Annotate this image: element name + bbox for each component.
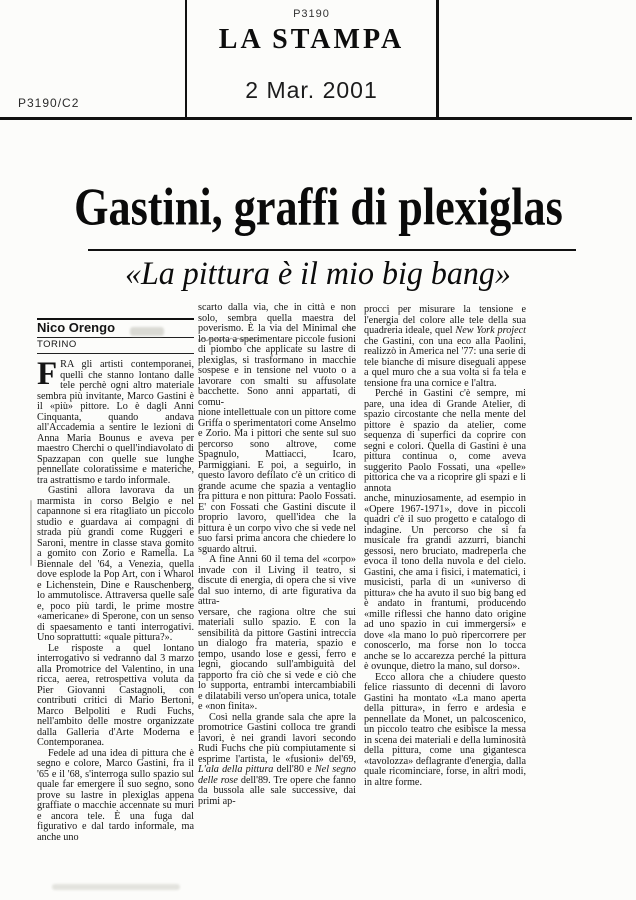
header-rule [0, 117, 632, 120]
masthead: LA STAMPA [218, 24, 405, 55]
paragraph-text: Così nella grande sala che apre la promotrice Gastini colloca tre grandi lavori, è nei grandi lavori secondo Rudi Fuchs che più compiutamente si esprime l'artista, le «fusioni» del'69, [198, 711, 356, 765]
column-1 [37, 318, 194, 843]
paragraph-text: mentare piccole fusioni di piombo che applicate su lastre di plexiglas, si trasformano in macchie sospese e in tensione nel vuoto o a lavorare con smalti su affusolate bacchette. Sono anni appartati, di comu- [198, 333, 356, 408]
byline-city: TORINO [37, 338, 77, 350]
paragraph-text: dell'80 e [273, 764, 315, 775]
issue-date: 2 Mar. 2001 [245, 77, 378, 103]
header-center [186, 0, 437, 104]
scan-smudge [52, 884, 180, 890]
paragraph-lead-text: RA gli artisti contemporanei, quelli che stanno lontano dalle tele perchè ogni altro materiale sembra più invitante, Marco Gastini è il «più» pittore. Lo è dagli Anni Cinquanta, quando andava all'Accademia a sentire le lezioni di Anna Maria Bounus e aveva per maestro Cherchi o quell'indiavolato di Spazzapan con quelle sue lunghe pennellate coloratissime e materiche, tra astrattismo e tardo informale. [37, 359, 194, 486]
paragraph-text: procci per misurare la tensione e l'energia del colore alle tele della sua quadreria ideale, quel [364, 304, 526, 336]
paragraph [198, 303, 356, 408]
paragraph: versare, che ragiona oltre che sui materiali sullo spazio. E con la sensibilità da pittore Gastini intreccia un dialogo fra materia, spazio e tempo, usando lose e gessi, ferro e legni, giocando sull'ambiguità del rapporto fra ciò che si vede e ciò che lo supporta, entrambi intercambiabili e dilatabili verso un'opera unica, totale e «non finita». [198, 606, 356, 712]
paragraph-lead [37, 356, 194, 486]
paragraph: A fine Anni 60 il tema del «corpo» invade con il Living il teatro, si discute di energia, di opera che si vive dal suo interno, di arte figurativa da attra- [198, 554, 356, 607]
work-title-italic: New York project [455, 325, 526, 336]
paragraph: Fedele ad una idea di pittura che è segno e colore, Marco Gastini, fra il '65 e il '68, s'interroga sullo spazio sul quale far emergere il suo segno, sono prove su lastre in plexiglas appena graffiate o macchie accennate su muri e ancora tele. È una fuga dal figurativo e dal tardo informale, ma anche uno [37, 747, 194, 843]
paragraph: Le risposte a quel lontano interrogativo si vedranno dal 3 marzo alla Promotrice del Valentino, in una ricca, aerea, retrospettiva voluta da Pier Giovanni Castagnoli, con contributi critici di Mario Bertoni, Marco Belpoliti e Rudi Fuchs, nell'ambito delle mostre organizzate dalla Galleria d'Arte Moderna e Contemporanea. [37, 642, 194, 748]
press-code-top: P3190 [293, 8, 330, 20]
column-2 [198, 303, 356, 807]
clipping-edge-mark [30, 500, 32, 566]
byline-rule-bottom [37, 353, 194, 354]
paragraph: Perché in Gastini c'è sempre, mi pare, una idea di Grande Atelier, di spazio circostante che nella mente del pittore è spazio da atelier, come sequenza di superfici da coprire con segni e colori. Quella di Gastini è una pittura continua o, come aveva suggerito Paolo Fossati, una «pelle» pittorica che va a ricoprire gli spazi e li annota [364, 388, 526, 494]
title-rule [88, 249, 576, 251]
scan-smudge [130, 327, 164, 336]
work-title-italic: Nel segno delle rose [198, 764, 357, 786]
byline-author: Nico Orengo [37, 320, 116, 335]
paragraph-text: che Gastini, con una eco alla Paolini, realizzò in America nel '77: una serie di tele bianche di misure diseguali appese a quel muro che a sua volta si fa tela e tensione fra una cornice e l'altra. [364, 335, 526, 389]
pen-marked-text: che lo porta a speri [198, 323, 356, 345]
headline-wrap [0, 180, 636, 236]
paragraph: Gastini allora lavorava da un marmista in corso Belgio e nel capannone si era ritagliato un piccolo studio e guardava ai compagni di strada più grandi come Ruggeri e Saroni, mentre in classe stava gomito a gomito con Zorio e Ramella. La Biennale del '64, a Venezia, quella dove esplode la Pop Art, con i Wharol e Lichenstein, Dine e Rauschenberg, lo ammutolisce. Attraversa quelle sale e, poco più tardi, le prime mostre «americane» di Sperone, con un senso di spaesamento e tanti interrogativi. Uno soprattutti: «quale pittura?». [37, 485, 194, 643]
byline-block [37, 318, 194, 354]
press-code-side: P3190/C2 [18, 96, 80, 110]
article-title: Gastini, graffi di plexiglas [73, 178, 563, 237]
paragraph: anche, minuziosamente, ad esempio in «Opere 1967-1971», dove in piccoli quadri c'è il suo progetto e catalogo di indagine. Un percorso che si fa musicale fra grandi azzurri, bianchi gessosi, nero bruciato, madreperla che evoca il tono della nuvola e del cielo. Gastini, che ama i fisici, i matematici, i musicisti, parla di un «universo di pittura» che ha avuto il suo big bang ed è andato in frantumi, producendo «mille riflessi che hanno dato origine ad uno spazio in cui immergersi» e dove «la mano lo può ripercorrere per conoscerlo, ma forse non lo tocca anche se lo accarezza perché la pittura è ovunque, dietro la mano, sul dorso». [364, 493, 526, 672]
article-subtitle: «La pittura è il mio big bang» [125, 256, 511, 292]
paragraph: nione intellettuale con un pittore come Griffa o sperimentatori come Anselmo e Zorio. Ma i pittori che sente sul suo percorso sono altrove, come Spagnulo, Mattiacci, Icaro, Parmiggiani. E poi, a seguirlo, in questo lavoro defilato c'è un critico di grande acume che spazia a ventaglio fra pittura e non pittura: Paolo Fossati. E' con Fossati che Gastini discute il proprio lavoro, quell'idea che la pittura è un corpo vivo che si vede nel suo farsi prima ancora che chiedere lo sguardo altrui. [198, 407, 356, 555]
paragraph-text: dell'89. Tre opere che fanno da bussola alle sale successive, dai primi ap- [198, 774, 356, 807]
work-title-italic: L'ala della pittura [198, 764, 274, 775]
paragraph-text: scarto dalla via, che in città e non solo, sembra quella maestra del poverismo. È la via del Minimal [198, 302, 356, 334]
paragraph [198, 713, 356, 808]
column-3 [364, 305, 526, 788]
subtitle-wrap [0, 254, 636, 294]
drop-cap: F [37, 356, 58, 392]
paragraph: Ecco allora che a chiudere questo felice riassunto di decenni di lavoro Gastini ha montato «La mano aperta della pittura», in ferro e ardesia e pennellate da Monet, un palcoscenico, un piccolo teatro che esibisce la messa in scena dei materiali e della luminosità della pittura, come una gigantesca «tavolozza» deflagrante d'energia, dalla quale ricominciare, forse, in altri modi, in altre forme. [364, 671, 526, 788]
paragraph [364, 305, 526, 389]
